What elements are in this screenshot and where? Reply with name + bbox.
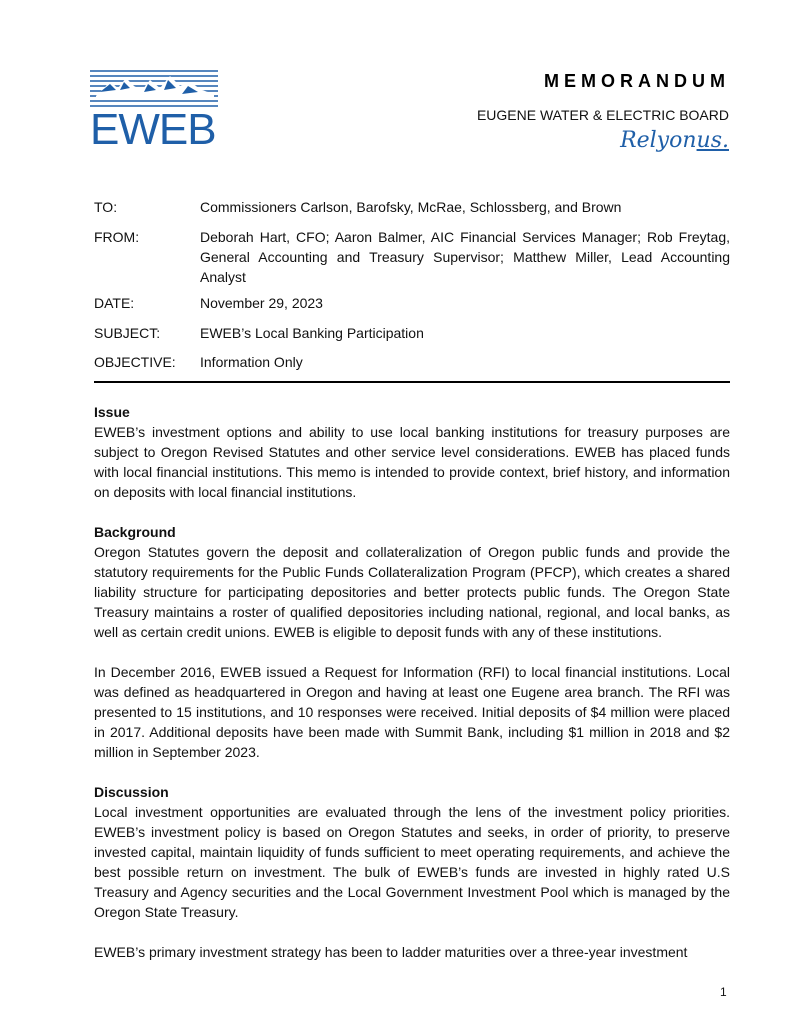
field-objective	[94, 352, 730, 372]
memo-title: MEMORANDUM	[544, 71, 730, 91]
field-label: FROM:	[94, 229, 140, 245]
header-divider	[94, 381, 730, 383]
background-heading: Background	[94, 524, 176, 540]
tagline-part-2: on	[669, 128, 697, 153]
discussion-heading: Discussion	[94, 784, 169, 800]
field-value: Commissioners Carlson, Barofsky, McRae, Schlossberg, and Brown	[200, 199, 622, 215]
board-name: EUGENE WATER & ELECTRIC BOARD	[476, 107, 729, 123]
eweb-logo	[90, 68, 220, 154]
field-value: Information Only	[200, 354, 303, 370]
logo-wordmark: EWEB	[90, 105, 216, 154]
field-label: TO:	[94, 199, 118, 215]
discussion-paragraph-1: Local investment opportunities are evaluated through the lens of the investment policy priorities. EWEB’s investment policy is based on Oregon Statutes and seeks, in order of priority, to preserve invested capital, maintain liquidity of funds sufficient to meet operating requirements, and achieve the best possible return on investment. The bulk of EWEB’s funds are invested in highly rated U.S Treasury and Agency securities and the Local Government Investment Pool which is managed by the Oregon State Treasury.	[94, 804, 730, 920]
tagline-part-1: Rely	[620, 128, 670, 153]
memo-body	[94, 402, 730, 962]
field-to	[94, 197, 730, 217]
field-subject	[94, 323, 730, 343]
issue-paragraph: EWEB’s investment options and ability to use local banking institutions for treasury purposes are subject to Oregon Revised Statutes and other service level considerations. EWEB has placed funds with local financial institutions. This memo is intended to provide context, brief history, and information on deposits with local financial institutions.	[94, 424, 730, 500]
field-label: OBJECTIVE:	[94, 354, 176, 370]
field-label: DATE:	[94, 295, 135, 311]
issue-heading: Issue	[94, 404, 130, 420]
field-value: November 29, 2023	[200, 295, 323, 311]
field-value: EWEB’s Local Banking Participation	[200, 325, 424, 341]
tagline	[620, 128, 729, 153]
mountain-lines-icon	[90, 68, 220, 108]
background-paragraph-1: Oregon Statutes govern the deposit and collateralization of Oregon public funds and provide the statutory requirements for the Public Funds Collateralization Program (PFCP), which creates a shared liability structure for participating depositories and better protects public funds. The Oregon State Treasury maintains a roster of qualified depositories including national, regional, and local banks, as well as certain credit unions. EWEB is eligible to deposit funds with any of these institutions.	[94, 544, 730, 640]
field-label: SUBJECT:	[94, 325, 161, 341]
tagline-part-3: us.	[696, 128, 729, 153]
page-number: 1	[720, 985, 727, 999]
background-paragraph-2: In December 2016, EWEB issued a Request for Information (RFI) to local financial institutions. Local was defined as headquartered in Oregon and having at least one Eugene area branch. The RFI was presented to 15 institutions, and 10 responses were received. Initial deposits of $4 million were placed in 2017. Additional deposits have been made with Summit Bank, including $1 million in 2018 and $2 million in September 2023.	[94, 664, 730, 760]
discussion-paragraph-2: EWEB’s primary investment strategy has been to ladder maturities over a three-year investment	[94, 944, 688, 960]
field-from	[94, 227, 730, 287]
field-value: Deborah Hart, CFO; Aaron Balmer, AIC Financial Services Manager; Rob Freytag, General Accounting and Treasury Supervisor; Matthew Miller, Lead Accounting Analyst	[200, 229, 730, 285]
field-date	[94, 293, 730, 313]
